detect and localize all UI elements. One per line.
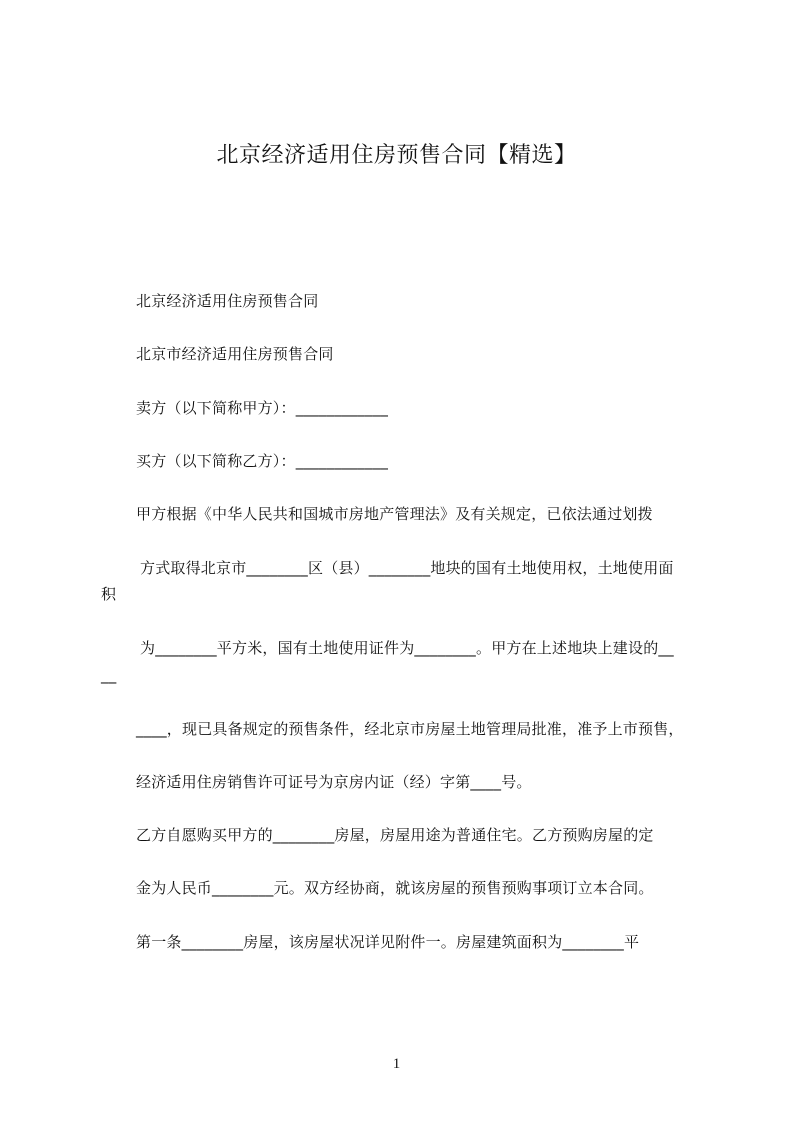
page-number: 1 [392, 1056, 401, 1072]
paragraph-line: __ [101, 666, 117, 684]
paragraph-line: 积 [101, 585, 117, 603]
document-title: 北京经济适用住房预售合同【精选】 [216, 143, 577, 168]
paragraph-line: 买方（以下简称乙方）：____________ [136, 452, 389, 470]
paragraph-line: 金为人民币________元。双方经协商，就该房屋的预售预购事项订立本合同。 [136, 879, 654, 897]
paragraph-line: 经济适用住房销售许可证号为京房内证（经）字第____号。 [136, 773, 532, 791]
paragraph-line: 北京经济适用住房预售合同 [136, 292, 319, 310]
paragraph-line: 第一条________房屋，该房屋状况详见附件一。房屋建筑面积为________平 [136, 933, 640, 951]
paragraph-line: 甲方根据《中华人民共和国城市房地产管理法》及有关规定，已依法通过划拨 [136, 505, 653, 523]
paragraph-line: ____，现已具备规定的预售条件，经北京市房屋土地管理局批准，准予上市预售， [136, 720, 684, 738]
paragraph-line: 卖方（以下简称甲方）：____________ [136, 399, 389, 417]
paragraph-line: 北京市经济适用住房预售合同 [136, 345, 334, 363]
paragraph-line: 方式取得北京市________区（县）________地块的国有土地使用权，土地使用面 [140, 559, 674, 577]
paragraph-line: 乙方自愿购买甲方的________房屋，房屋用途为普通住宅。乙方预购房屋的定 [136, 826, 654, 844]
paragraph-line: 为________平方米，国有土地使用证件为________。甲方在上述地块上建设的__ [140, 639, 674, 657]
